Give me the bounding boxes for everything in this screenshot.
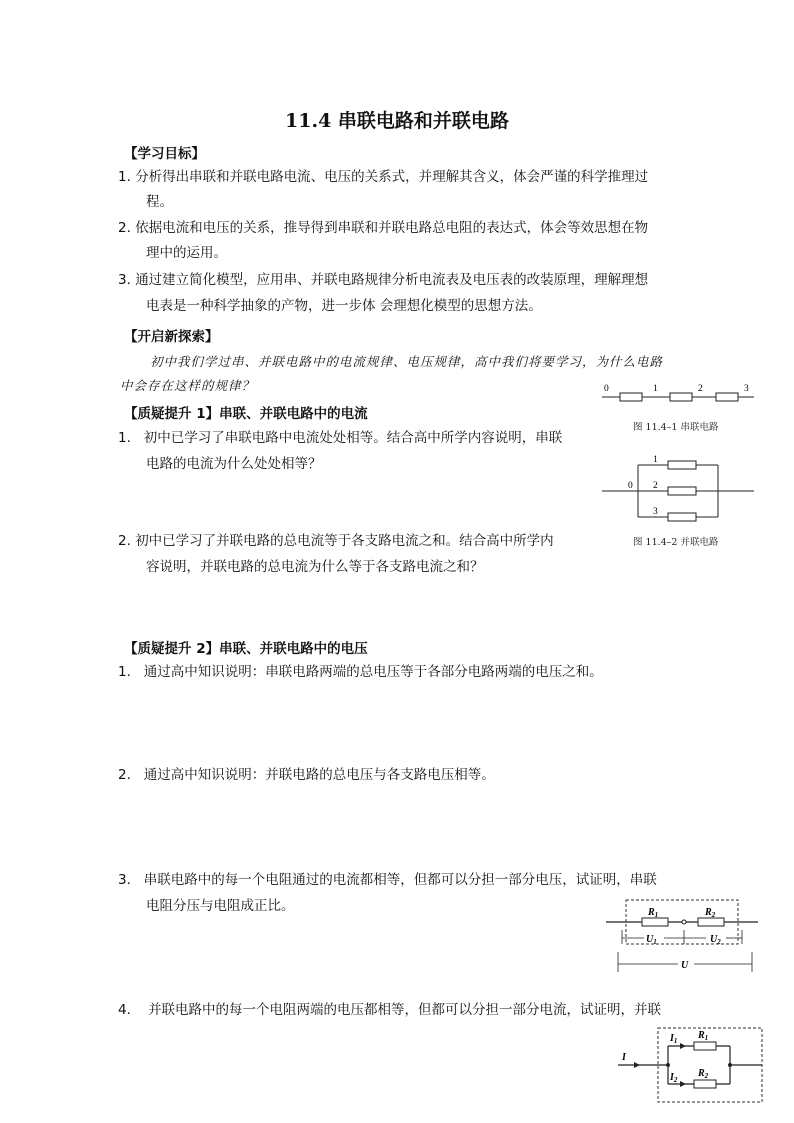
objectives-header: 【学习目标】 (124, 146, 205, 162)
item-text-continued: 程。 (146, 194, 173, 210)
question (118, 867, 657, 893)
question-text: 串联电路中的每一个电阻通过的电流都相等，但都可以分担一部分电压，试证明，串联 (143, 872, 657, 888)
question (118, 425, 562, 451)
item-number: 2. (118, 220, 131, 236)
question-text: 初中已学习了串联电路中电流处处相等。结合高中所学内容说明，串联 (143, 430, 563, 446)
node-label: 2 (653, 481, 658, 491)
figure-caption: 图 11.4–2 并联电路 (633, 537, 719, 548)
section2-header: 【质疑提升 2】串联、并联电路中的电压 (124, 641, 368, 657)
item-text: 通过建立简化模型，应用串、并联电路规律分析电流表及电压表的改装原理，理解理想 (135, 272, 649, 288)
question-text: 并联电路中的每一个电阻两端的电压都相等，但都可以分担一部分电流，试证明，并联 (148, 1002, 662, 1018)
question-number: 1. (118, 664, 131, 680)
question-text-continued: 容说明，并联电路的总电流为什么等于各支路电流之和？ (146, 559, 484, 575)
explore-header: 【开启新探索】 (124, 329, 219, 345)
item-text: 依据电流和电压的关系，推导得到串联和并联电路总电阻的表达式，体会等效思想在物 (135, 220, 649, 236)
parallel-circuit-figure (598, 450, 760, 530)
item-number: 1. (118, 169, 131, 185)
node-label: 2 (698, 384, 703, 394)
item-text-continued: 电表是一种科学抽象的产物，进一步体 会理想化模型的思想方法。 (146, 298, 542, 314)
node-label: 3 (653, 507, 658, 517)
objective-item (118, 215, 648, 241)
voltage-label: $U_2$ (710, 934, 721, 946)
node-label: 1 (653, 455, 658, 465)
figure-caption: 图 11.4–1 串联电路 (633, 422, 719, 433)
page-title: 11.4 串联电路和并联电路 (285, 110, 509, 132)
question-text: 通过高中知识说明：串联电路两端的总电压等于各部分电路两端的电压之和。 (143, 664, 603, 680)
node-label: 3 (744, 384, 749, 394)
total-voltage-label: U (681, 960, 689, 971)
item-text-continued: 理中的运用。 (146, 245, 227, 261)
question (118, 528, 554, 554)
current-label: $I_1$ (670, 1033, 678, 1045)
explore-text: 初中我们学过串、并联电路中的电流规律、电压规律，高中我们将要学习，为什么电路 (150, 354, 664, 369)
objective-item (118, 267, 648, 293)
section1-header: 【质疑提升 1】串联、并联电路中的电流 (124, 406, 368, 422)
question-number: 1. (118, 430, 131, 446)
current-label: I (622, 1052, 626, 1063)
parallel-current-figure (614, 1024, 766, 1108)
question (118, 762, 495, 788)
resistor-label: $R_1$ (648, 907, 659, 919)
objective-item (118, 164, 648, 190)
item-number: 3. (118, 272, 131, 288)
explore-text-continued: 中会存在这样的规律？ (120, 378, 256, 393)
series-voltage-figure (602, 896, 764, 978)
item-text: 分析得出串联和并联电路电流、电压的关系式，并理解其含义，体会严谨的科学推理过 (135, 169, 649, 185)
resistor-label: $R_2$ (705, 907, 716, 919)
current-label: $I_2$ (670, 1072, 678, 1084)
question-text-continued: 电路的电流为什么处处相等？ (146, 456, 322, 472)
question-text-continued: 电阻分压与电阻成正比。 (146, 898, 295, 914)
node-label: 0 (628, 481, 633, 491)
node-label: 0 (604, 384, 609, 394)
question-text: 通过高中知识说明：并联电路的总电压与各支路电压相等。 (143, 767, 495, 783)
voltage-label: $U_1$ (646, 934, 657, 946)
resistor-label: $R_1$ (698, 1030, 709, 1042)
question-number: 2. (118, 533, 131, 549)
question (118, 997, 661, 1023)
node-label: 1 (653, 384, 658, 394)
question (118, 659, 603, 685)
question-number: 4. (118, 1002, 131, 1018)
question-number: 3. (118, 872, 131, 888)
resistor-label: $R_2$ (698, 1068, 709, 1080)
question-text: 初中已学习了并联电路的总电流等于各支路电流之和。结合高中所学内 (135, 533, 554, 549)
question-number: 2. (118, 767, 131, 783)
